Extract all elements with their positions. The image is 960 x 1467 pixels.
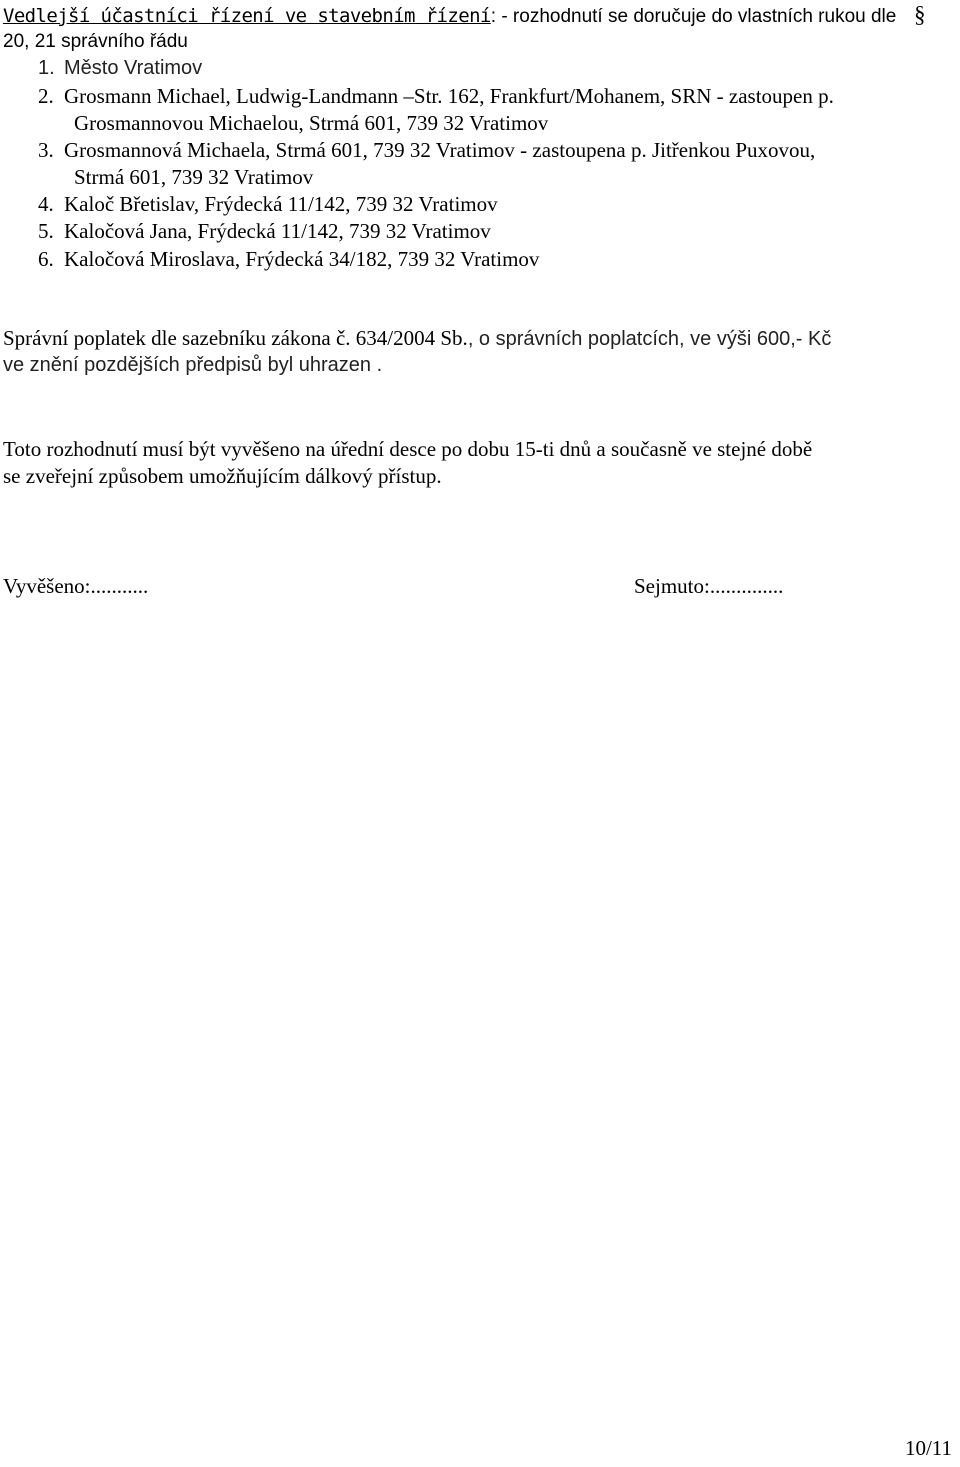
fee-line-1 — [3, 325, 831, 352]
list-item-continuation: Grosmannovou Michaelou, Strmá 601, 739 32 Vratimov — [74, 111, 549, 135]
list-item-number: 5. — [38, 219, 54, 243]
list-item-text: Město Vratimov — [64, 57, 203, 79]
list-item-number: 4. — [38, 192, 54, 216]
list-item-text: Grosmannová Michaela, Strmá 601, 739 32 Vratimov - zastoupena p. Jitřenkou Puxovou, — [64, 138, 816, 162]
list-item-number: 2. — [38, 84, 54, 108]
fee-line-1-a: Správní poplatek dle sazebníku zákona č. 634/2004 Sb. — [3, 326, 468, 350]
heading-underlined: Vedlejší účastníci řízení ve stavebním řízení — [3, 5, 491, 27]
list-item-continuation: Strmá 601, 739 32 Vratimov — [74, 165, 314, 189]
page-number: 10/11 — [904, 1436, 952, 1460]
list-item-number: 6. — [38, 247, 54, 271]
fee-line-2: ve znění pozdějších předpisů byl uhrazen . — [3, 354, 383, 376]
fee-line-1-b: , o správních poplatcích, ve výši 600,- Kč — [467, 328, 832, 350]
heading-line-2: 20, 21 správního řádu — [3, 31, 188, 52]
list-item-text: Kaločová Miroslava, Frýdecká 34/182, 739 32 Vratimov — [64, 247, 540, 271]
removed-field: Sejmuto:.............. — [634, 574, 784, 598]
notice-line-1: Toto rozhodnutí musí být vyvěšeno na úřední desce po dobu 15-ti dnů a současně ve stejné době — [3, 437, 813, 461]
list-item — [38, 218, 491, 244]
list-item — [38, 137, 815, 163]
heading-rest: : - rozhodnutí se doručuje do vlastních rukou dle — [490, 6, 897, 27]
section-mark: § — [914, 2, 926, 27]
notice-line-2: se zveřejní způsobem umožňujícím dálkový přístup. — [3, 464, 442, 488]
list-item — [38, 246, 539, 272]
list-item-text: Grosmann Michael, Ludwig-Landmann –Str. 162, Frankfurt/Mohanem, SRN - zastoupen p. — [64, 84, 834, 108]
posted-field: Vyvěšeno:........... — [3, 574, 149, 598]
heading-line-1 — [3, 2, 896, 30]
list-item — [38, 55, 202, 81]
list-item-text: Kaločová Jana, Frýdecká 11/142, 739 32 Vratimov — [64, 219, 491, 243]
list-item — [38, 83, 834, 109]
list-item-number: 3. — [38, 138, 54, 162]
list-item-text: Kaloč Břetislav, Frýdecká 11/142, 739 32 Vratimov — [64, 192, 498, 216]
list-item — [38, 191, 498, 217]
list-item-number: 1. — [38, 57, 55, 79]
